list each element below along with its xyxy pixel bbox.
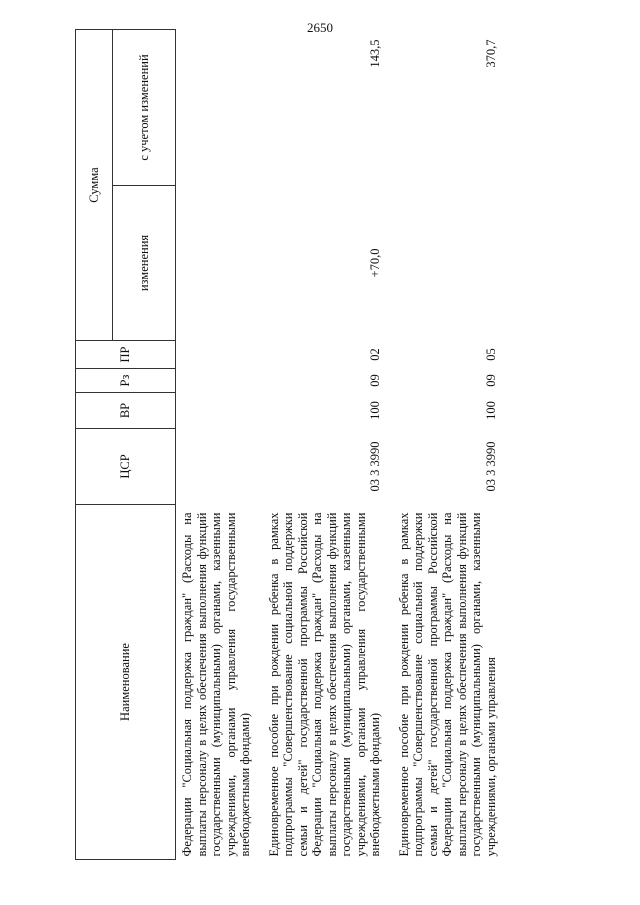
table-row bbox=[263, 30, 393, 860]
row-with-change bbox=[176, 30, 263, 186]
page-number: 2650 bbox=[307, 20, 333, 35]
header-csr: ЦСР bbox=[76, 429, 176, 505]
row-vr: 100 bbox=[483, 401, 498, 420]
budget-table bbox=[75, 29, 508, 860]
row-csr: 03 3 3990 bbox=[368, 441, 382, 492]
row-pr: 02 bbox=[368, 348, 382, 361]
table-row bbox=[176, 30, 263, 860]
table-row bbox=[393, 30, 509, 860]
header-sum: Сумма bbox=[76, 30, 113, 341]
rotated-page bbox=[75, 30, 575, 860]
row-pr: 05 bbox=[483, 348, 498, 361]
row-csr bbox=[176, 429, 263, 505]
row-rz: 09 bbox=[483, 374, 498, 387]
header-with-change: с учетом изменений bbox=[113, 30, 176, 186]
row-pr bbox=[176, 341, 263, 369]
header-change: изменения bbox=[113, 186, 176, 341]
row-rz: 09 bbox=[368, 374, 382, 387]
row-vr bbox=[176, 393, 263, 429]
row-vr: 100 bbox=[368, 401, 382, 420]
row-change: +70,0 bbox=[368, 248, 382, 278]
row-change bbox=[393, 186, 509, 341]
row-rz bbox=[176, 369, 263, 393]
header-name: Наименование bbox=[76, 505, 176, 860]
header-pr: ПР bbox=[76, 341, 176, 369]
header-rz: Рз bbox=[76, 369, 176, 393]
header-vr: ВР bbox=[76, 393, 176, 429]
row-with-change: 143,5 bbox=[368, 39, 382, 68]
row-name: Единовременное пособие при рождении ребенка в рамках подпрограммы "Совершенствование социальной поддержки семьи и детей" государственной программы Российской Федерации "Социальная поддержка граждан" (Расходы на выплаты персоналу в целях обеспечения выполнения функций государственными (муниципальными) органами, казенными учреждениями, органами управления bbox=[396, 512, 498, 857]
row-with-change: 370,7 bbox=[483, 39, 498, 68]
row-name: Федерации "Социальная поддержка граждан" (Расходы на выплаты персоналу в целях обеспечения выполнения функций государственными (муниципальными) органами, казенными учреждениями, органами управления государственными внебюджетными фондами) bbox=[180, 512, 252, 857]
row-name: Единовременное пособие при рождении ребенка в рамках подпрограммы "Совершенствование социальной поддержки семьи и детей" государственной программы Российской Федерации "Социальная поддержка граждан" (Расходы на выплаты персоналу в целях обеспечения выполнения функций государственными (муниципальными) органами, казенными учреждениями, органами управления государственными внебюджетными фондами) bbox=[266, 512, 382, 857]
row-change bbox=[176, 186, 263, 341]
row-csr: 03 3 3990 bbox=[483, 441, 498, 492]
